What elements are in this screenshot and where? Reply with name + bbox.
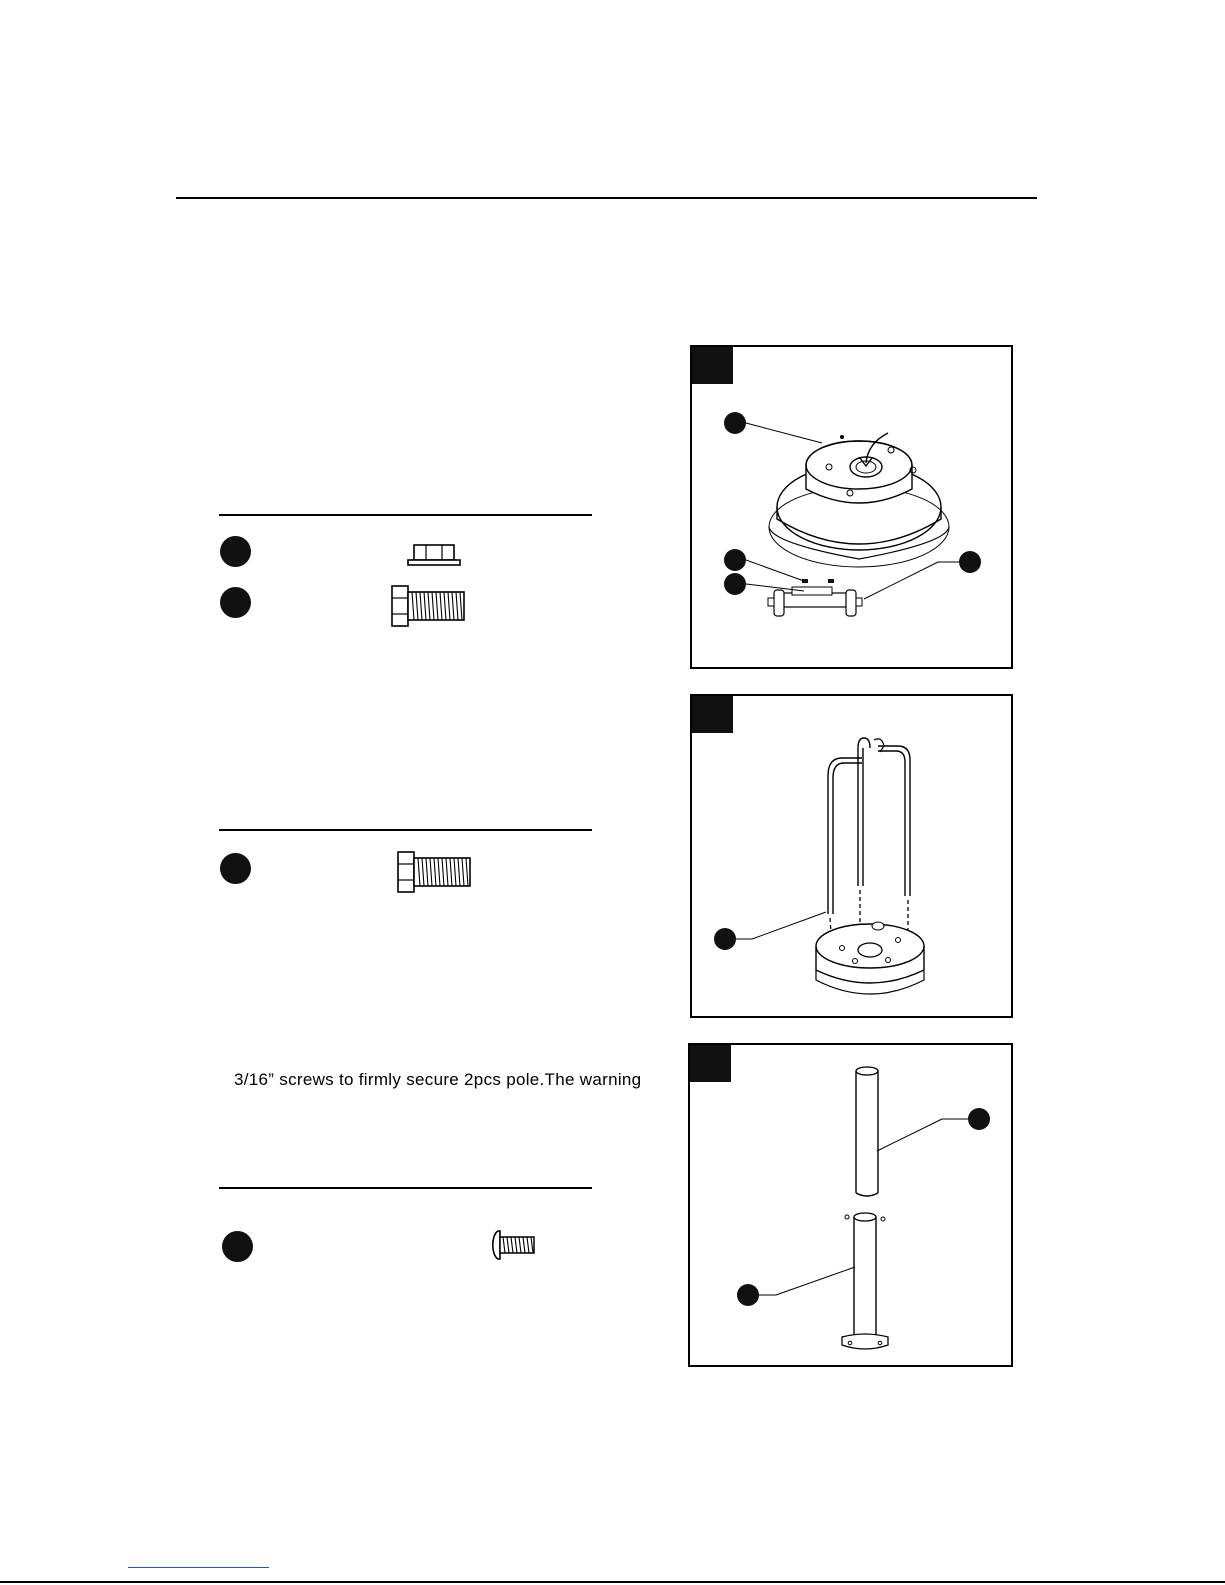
base-and-wheels-illustration (692, 347, 1013, 669)
step-3-diagram-panel (688, 1043, 1013, 1367)
hex-nut-icon (405, 543, 463, 567)
step-2-diagram-panel (690, 694, 1013, 1018)
pole-assembly-illustration (690, 1045, 1013, 1367)
round-head-screw-icon (490, 1229, 538, 1261)
frame-and-base-illustration (692, 696, 1013, 1018)
step-3-instruction-text: 3/16” screws to firmly secure 2pcs pole.The warning (234, 1070, 642, 1089)
hardware-rule (219, 1187, 592, 1189)
step-1-diagram-panel (690, 345, 1013, 669)
header-rule (176, 197, 1037, 199)
hardware-rule (219, 829, 592, 831)
footer-rule (0, 1581, 1225, 1583)
hardware-callout-dot (220, 853, 251, 884)
hardware-callout-dot (220, 536, 251, 567)
hex-bolt-icon (396, 848, 476, 896)
hardware-rule (219, 514, 592, 516)
footer-link-underline[interactable] (128, 1567, 269, 1568)
hex-bolt-icon (390, 582, 470, 630)
hardware-callout-dot (220, 587, 251, 618)
hardware-callout-dot (222, 1231, 253, 1262)
